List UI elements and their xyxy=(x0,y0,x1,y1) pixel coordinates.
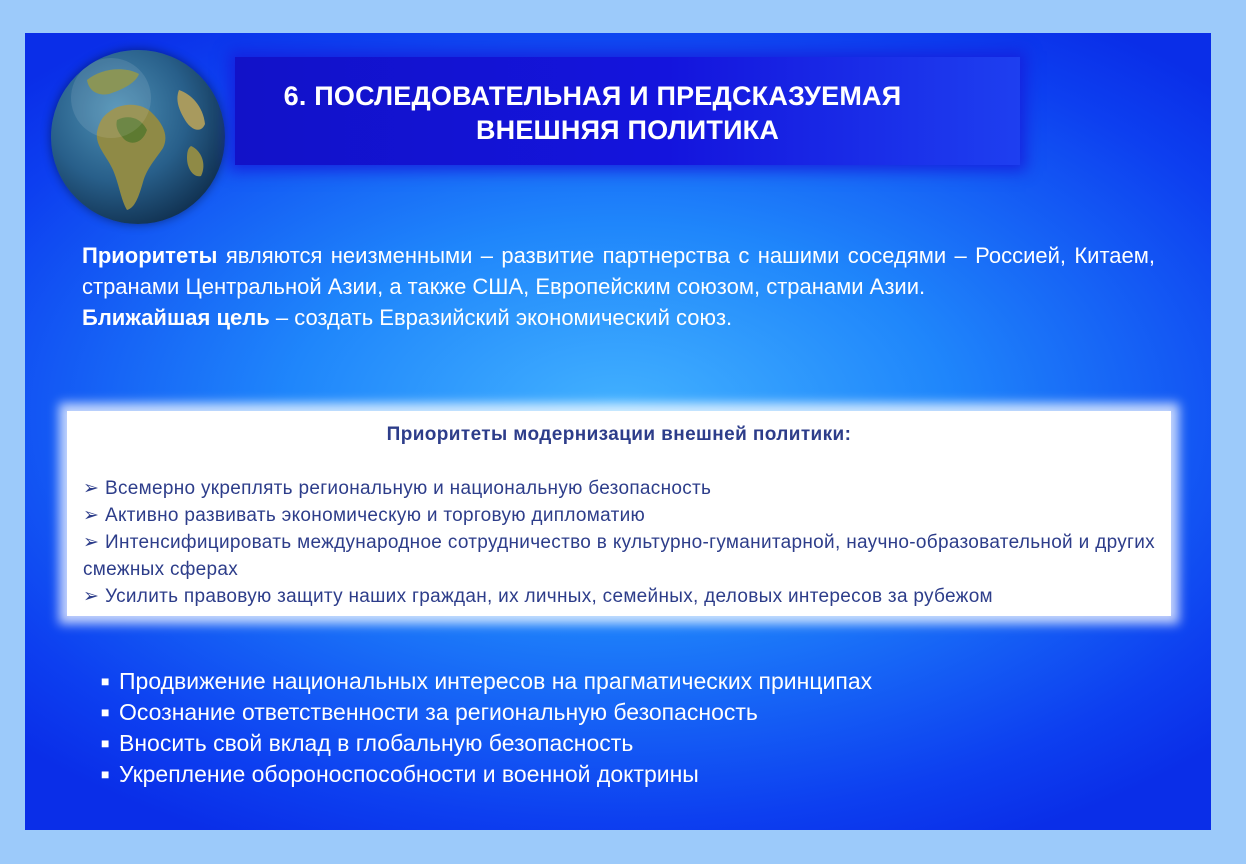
intro-paragraph-priorities xyxy=(82,240,1155,302)
intro-goal-label: Ближайшая цель xyxy=(82,305,270,330)
title-banner xyxy=(235,57,1020,165)
list-item-text: Продвижение национальных интересов на прагматических принципах xyxy=(119,668,873,694)
square-bullet-icon: ■ xyxy=(101,673,110,689)
square-bullet-icon: ■ xyxy=(101,735,110,751)
intro-goal-text: – создать Евразийский экономический союз. xyxy=(269,305,733,330)
list-item xyxy=(83,583,1155,610)
list-item-text: Усилить правовую защиту наших граждан, их личных, семейных, деловых интересов за рубежом xyxy=(105,586,993,607)
list-item-text: Осознание ответственности за региональную безопасность xyxy=(119,699,758,725)
list-item-text: Активно развивать экономическую и торговую дипломатию xyxy=(105,505,646,526)
panel-list xyxy=(83,475,1155,610)
intro-paragraph-goal xyxy=(82,302,1155,333)
intro-priorities-label: Приоритеты xyxy=(82,243,218,268)
earth-globe-icon xyxy=(51,50,225,224)
bottom-list xyxy=(101,666,872,790)
list-item-text: Интенсифицировать международное сотрудничество в культурно-гуманитарной, научно-образовательной и других смежных сферах xyxy=(83,532,1155,580)
intro-text xyxy=(82,240,1155,333)
square-bullet-icon: ■ xyxy=(101,704,110,720)
list-item-text: Укрепление обороноспособности и военной доктрины xyxy=(119,761,699,787)
arrow-bullet-icon: ➢ xyxy=(83,586,100,607)
list-item xyxy=(83,475,1155,502)
list-item-text: Всемерно укреплять региональную и национальную безопасность xyxy=(105,478,712,499)
arrow-bullet-icon: ➢ xyxy=(83,505,100,526)
square-bullet-icon: ■ xyxy=(101,766,110,782)
panel-heading: Приоритеты модернизации внешней политики: xyxy=(386,424,852,445)
list-item-text: Вносить свой вклад в глобальную безопасность xyxy=(119,730,634,756)
list-item xyxy=(101,759,872,790)
arrow-bullet-icon: ➢ xyxy=(83,532,100,553)
page-title xyxy=(235,79,1020,147)
list-item xyxy=(101,697,872,728)
list-item xyxy=(101,728,872,759)
list-item xyxy=(83,502,1155,529)
modernization-panel xyxy=(67,411,1171,616)
list-item xyxy=(101,666,872,697)
arrow-bullet-icon: ➢ xyxy=(83,478,100,499)
title-line-2: ВНЕШНЯЯ ПОЛИТИКА xyxy=(475,115,780,145)
intro-priorities-text: являются неизменными – развитие партнерства с нашими соседями – Россией, Китаем, странами Центральной Азии, а также США, Европейским союзом, странами Азии. xyxy=(82,243,1155,299)
title-line-1: 6. ПОСЛЕДОВАТЕЛЬНАЯ И ПРЕДСКАЗУЕМАЯ xyxy=(283,81,902,111)
list-item xyxy=(83,529,1155,583)
slide xyxy=(25,33,1211,830)
